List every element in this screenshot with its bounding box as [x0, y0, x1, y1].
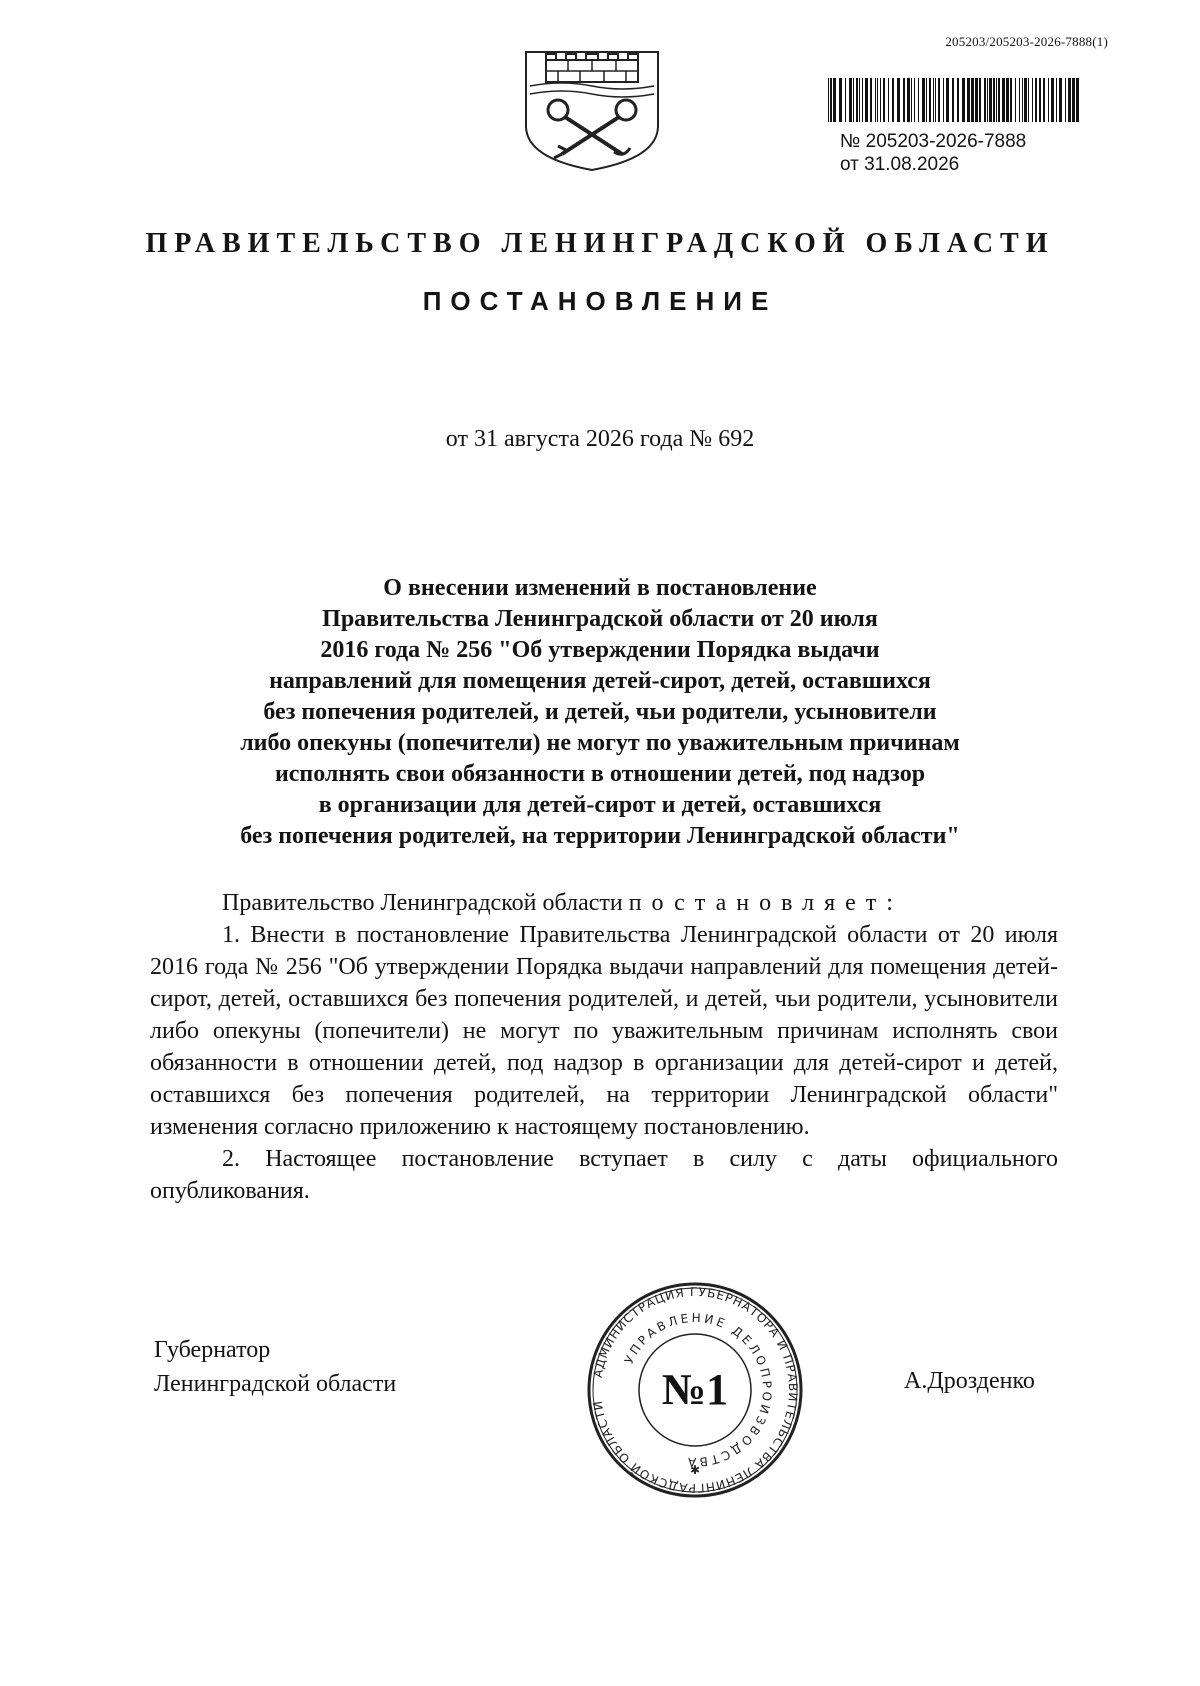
item-2: 2. Настоящее постановление вступает в силу с даты официального опубликования.: [150, 1146, 1058, 1204]
registration-number: № 205203-2026-7888: [840, 131, 1027, 152]
seal-outer-text: АДМИНИСТРАЦИЯ ГУБЕРНАТОРА И ПРАВИТЕЛЬСТВА ЛЕНИНГРАДСКОЙ ОБЛАСТИ: [590, 1284, 801, 1496]
registration-block: [840, 130, 1026, 176]
subject-line: исполнять свои обязанности в отношении детей, под надзор: [274, 761, 926, 787]
official-seal: [585, 1280, 805, 1500]
subject-line: в организации для детей-сирот и детей, оставшихся: [318, 792, 882, 818]
subject-line: 2016 года № 256 "Об утверждении Порядка выдачи: [320, 637, 880, 663]
subject-line: без попечения родителей, и детей, чьи родители, усыновители: [263, 699, 937, 725]
signer-position-line: Губернатор: [154, 1337, 271, 1363]
government-title: ПРАВИТЕЛЬСТВО ЛЕНИНГРАДСКОЙ ОБЛАСТИ: [145, 228, 1055, 259]
seal-inner-text: УПРАВЛЕНИЕ ДЕЛОПРОИЗВОДСТВА: [621, 1310, 775, 1470]
seal-center-text: №1: [661, 1365, 729, 1414]
document-body: [150, 887, 1058, 1207]
document-subject: [150, 573, 1050, 852]
preamble-text: Правительство Ленинградской области: [222, 890, 623, 916]
item-1: 1. Внести в постановление Правительства Ленинградской области от 20 июля 2016 года № 256 "Об утверждении Порядка выдачи направлений для помещения детей-сирот, детей, оставшихся без попечения родителей, и детей, чьи родители, усыновители либо опекуны (попечители) не могут по уважительным причинам исполнять свои обязанности в отношении детей, под надзор в организации для детей-сирот и детей, оставшихся без попечения родителей, на территории Ленинградской области" изменения согласно приложению к настоящему постановлению.: [150, 922, 1058, 1140]
subject-line: Правительства Ленинградской области от 20 июля: [322, 606, 878, 632]
coat-of-arms-icon: [522, 46, 662, 174]
subject-line: без попечения родителей, на территории Ленинградской области": [240, 823, 960, 849]
document-date-number: от 31 августа 2026 года № 692: [445, 426, 755, 452]
registration-date: от 31.08.2026: [840, 154, 960, 175]
barcode: [826, 78, 1086, 124]
signer-name: А.Дрозденко: [904, 1368, 1035, 1394]
signer-position-line: Ленинградской области: [154, 1371, 397, 1397]
subject-line: либо опекуны (попечители) не могут по уважительным причинам: [240, 730, 960, 756]
signer-position: [154, 1333, 396, 1401]
document-type: ПОСТАНОВЛЕНИЕ: [422, 286, 778, 316]
registration-id: 205203/205203-2026-7888(1): [945, 34, 1108, 49]
preamble-verb: постановляет:: [628, 890, 903, 916]
subject-line: О внесении изменений в постановление: [383, 575, 817, 601]
preamble: [150, 887, 1058, 919]
seal-star-icon: ✱: [689, 1463, 701, 1477]
subject-line: направлений для помещения детей-сирот, детей, оставшихся: [269, 668, 931, 694]
